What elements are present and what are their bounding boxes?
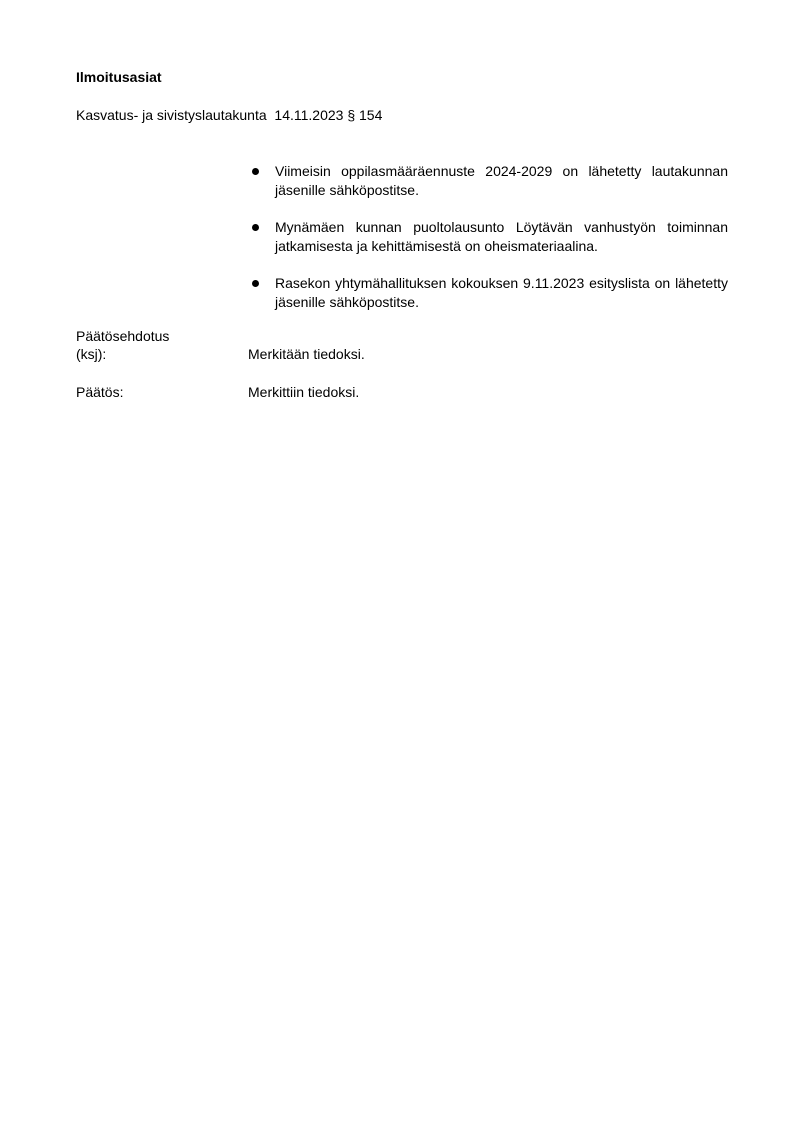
meeting-reference: Kasvatus- ja sivistyslautakunta 14.11.2023 § 154 — [76, 107, 383, 123]
proposal-label: Päätösehdotus — [76, 328, 170, 344]
decision-label: Päätös: — [76, 384, 124, 400]
list-item-text: Rasekon yhtymähallituksen kokouksen 9.11.2023 esityslista on lähetetty jäsenille sähköpostitse. — [275, 275, 728, 310]
list-item — [248, 274, 728, 312]
list-item — [248, 162, 728, 200]
proposal-value: Merkitään tiedoksi. — [248, 346, 365, 362]
list-item-text: Viimeisin oppilasmääräennuste 2024-2029 on lähetetty lautakunnan jäsenille sähköpostitse. — [275, 163, 728, 198]
decision-value: Merkittiin tiedoksi. — [248, 384, 360, 400]
notice-list — [248, 162, 728, 330]
proposal-label-suffix: (ksj): — [76, 346, 107, 362]
bullet-icon — [252, 224, 259, 231]
list-item-text: Mynämäen kunnan puoltolausunto Löytävän vanhustyön toiminnan jatkamisesta ja kehittämisestä on oheismateriaalina. — [275, 219, 728, 254]
bullet-icon — [252, 168, 259, 175]
page-title: Ilmoitusasiat — [76, 69, 162, 85]
list-item — [248, 218, 728, 256]
bullet-icon — [252, 280, 259, 287]
